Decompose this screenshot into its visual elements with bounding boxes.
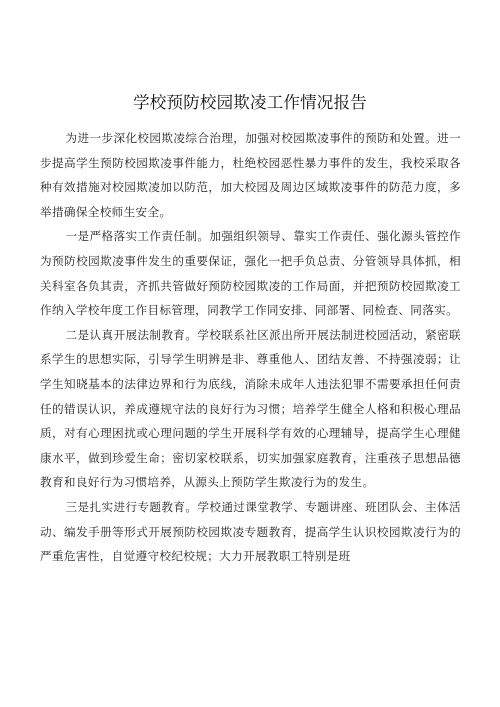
document-title: 学校预防校园欺凌工作情况报告 [133, 93, 367, 112]
document-body [40, 126, 461, 569]
paragraph-intro: 为进一步深化校园欺凌综合治理，加强对校园欺凌事件的预防和处置。进一步提高学生预防校园欺凌事件能力，杜绝校园恶性暴力事件的发生，我校采取各种有效措施对校园欺凌加以防范，加大校园及周边区域欺凌事件的防范力度，多举措确保全校师生安全。 [40, 131, 461, 219]
paragraph-responsibility: 一是严格落实工作责任制。加强组织领导、靠实工作责任、强化源头管控作为预防校园欺凌事件发生的重要保证，强化一把手负总责、分管领导具体抓，相关科室各负其责，齐抓共管做好预防校园欺凌的工作局面，并把预防校园欺凌工作纳入学校年度工作目标管理，同教学工作同安排、同部署、同检查、同落实。 [40, 229, 461, 318]
paragraph-special-education: 三是扎实进行专题教育。学校通过课堂教学、专题讲座、班团队会、主体活动、编发手册等形式开展预防校园欺凌专题教育，提高学生认识校园欺凌行为的严重危害性，自觉遵守校纪校规；大力开展教职工特别是班 [40, 499, 461, 564]
paragraph-legal-education: 二是认真开展法制教育。学校联系社区派出所开展法制进校园活动，紧密联系学生的思想实际，引导学生明辨是非、尊重他人、团结友善、不持强凌弱；让学生知晓基本的法律边界和行为底线，消除未成年人违法犯罪不需要承担任何责任的错误认识，养成遵规守法的良好行为习惯；培养学生健全人格和积极心理品质，对有心理困扰或心理问题的学生开展科学有效的心理辅导，提高学生心理健康水平，做到珍爱生命；密切家校联系，切实加强家庭教育，注重孩子思想品德教育和良好行为习惯培养，从源头上预防学生欺凌行为的发生。 [40, 327, 461, 490]
